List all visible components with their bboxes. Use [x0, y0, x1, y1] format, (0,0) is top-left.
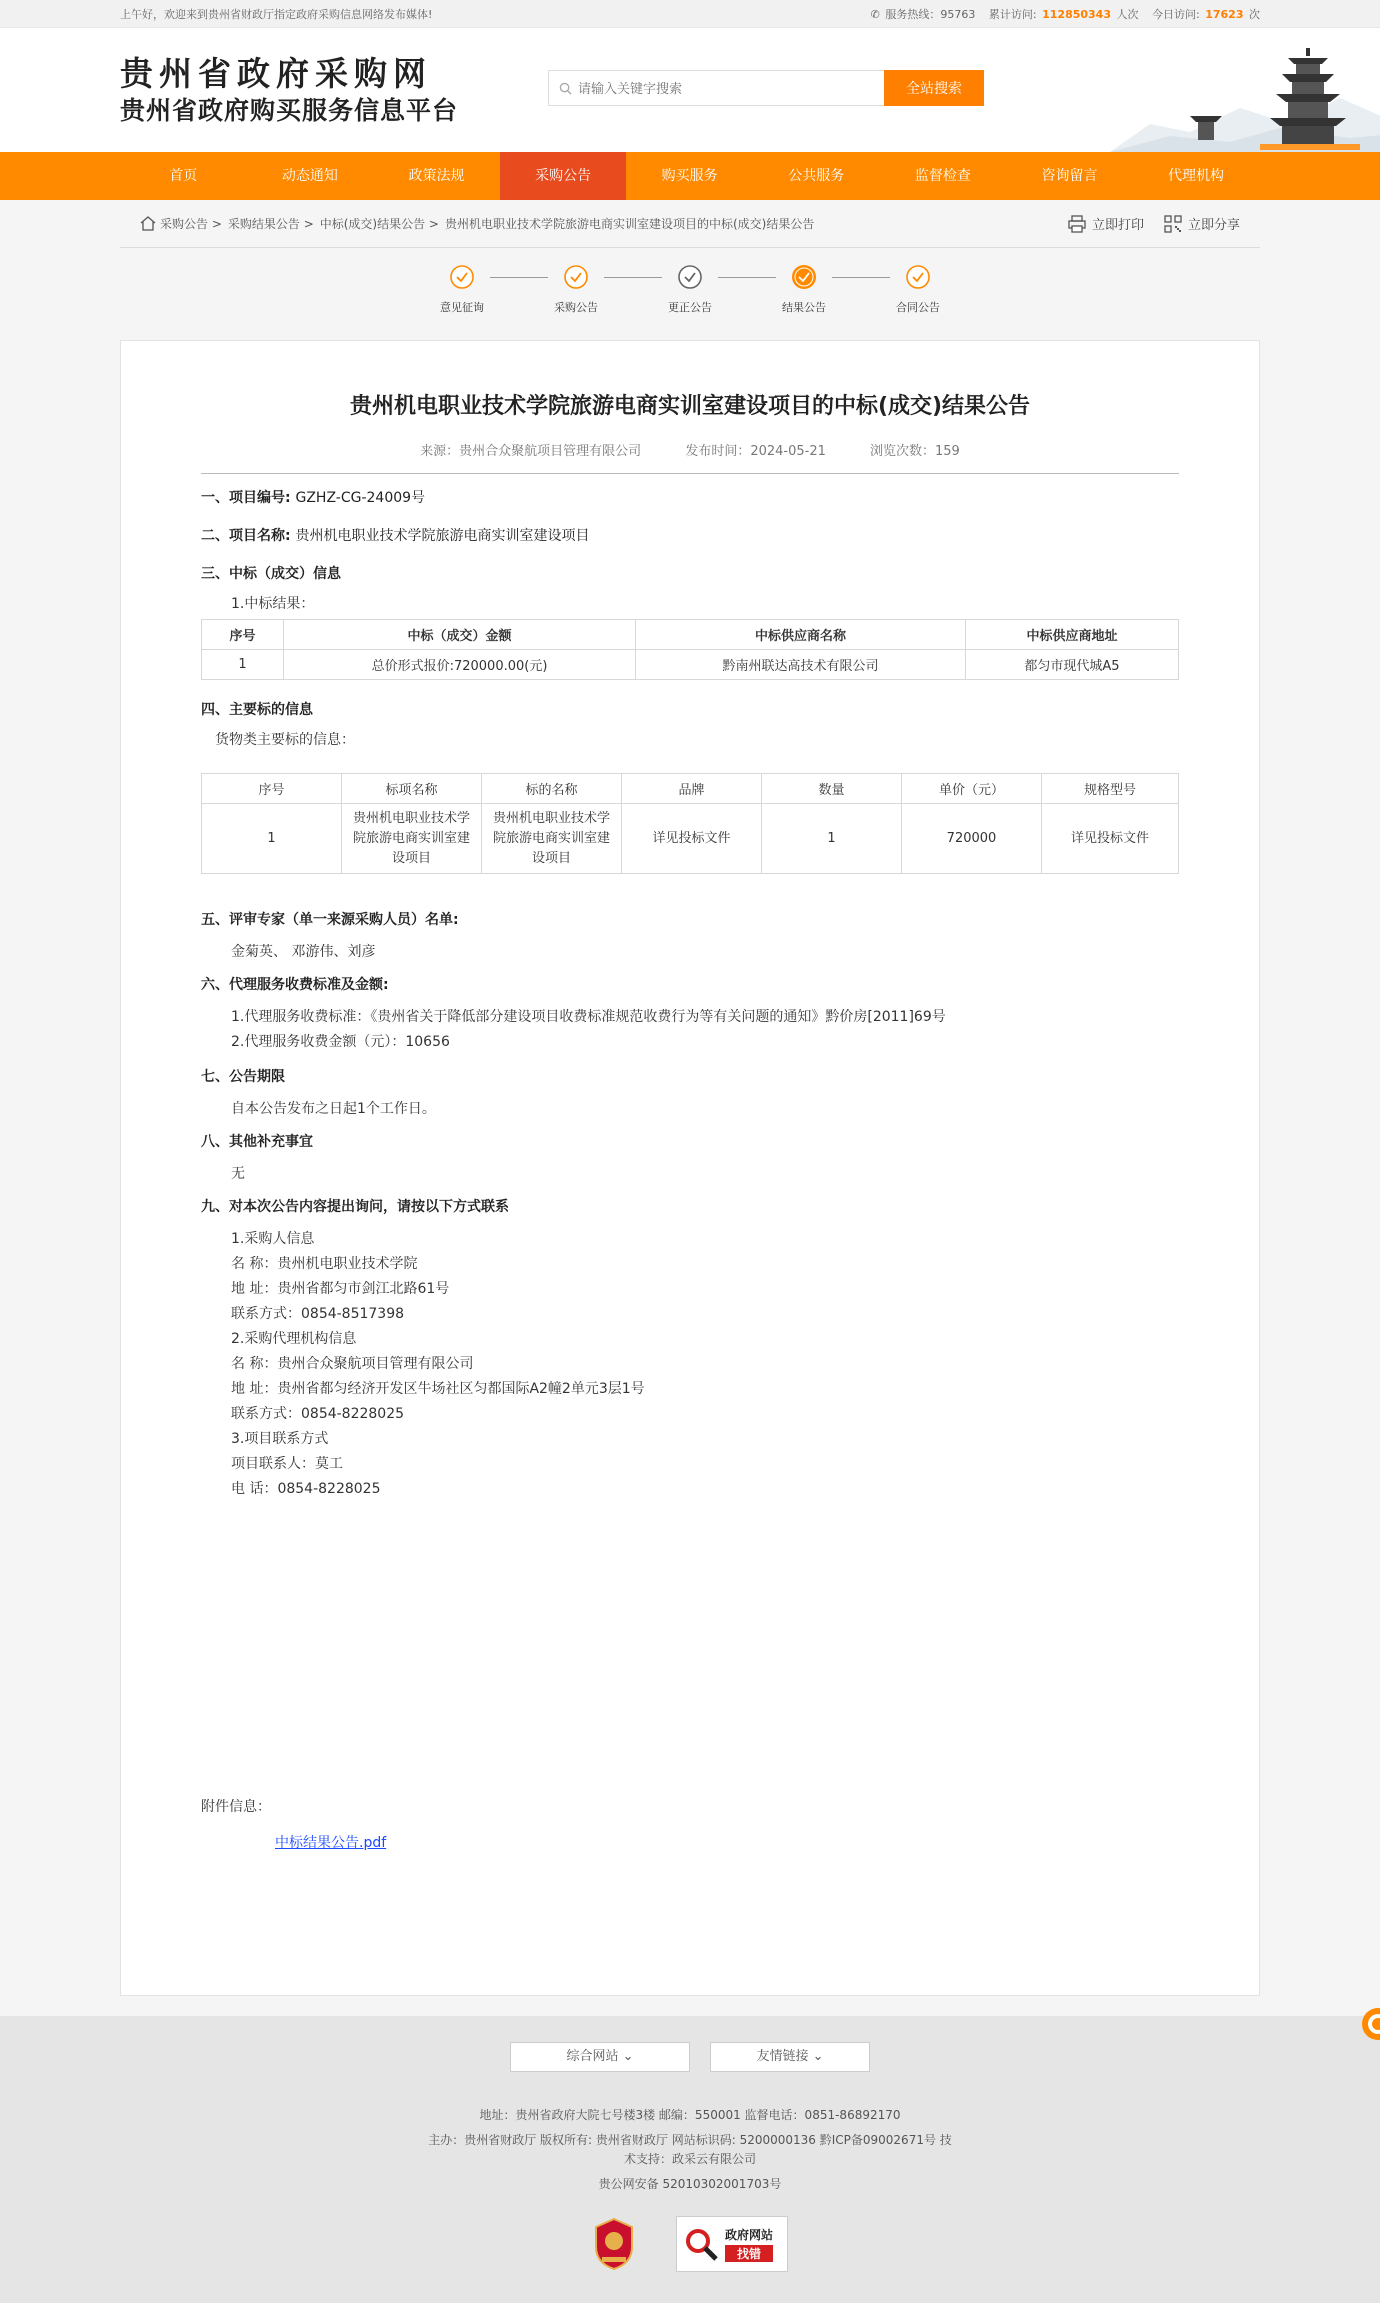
- check-circle-icon: [677, 264, 703, 290]
- section-main-items: 四、主要标的信息: [201, 702, 313, 718]
- section-agency-fee: 六、代理服务收费标准及金额:: [201, 977, 389, 993]
- nav-consult[interactable]: 咨询留言: [1041, 168, 1098, 184]
- table-cell: 详见投标文件: [1042, 804, 1179, 874]
- table-cell: 贵州机电职业技术学院旅游电商实训室建设项目: [482, 804, 622, 874]
- contact-line: 1.采购人信息: [231, 1231, 315, 1247]
- site-logo[interactable]: [120, 54, 458, 128]
- top-bar: [0, 0, 1380, 28]
- search-icon: [559, 82, 572, 95]
- breadcrumb-item[interactable]: 采购结果公告 >: [227, 217, 314, 231]
- article-date: 发布时间：2024-05-21: [685, 444, 826, 459]
- nav-public-service[interactable]: 公共服务: [788, 168, 845, 184]
- table-header: 标的名称: [482, 774, 622, 804]
- printer-icon: [1068, 215, 1086, 233]
- project-name: 贵州机电职业技术学院旅游电商实训室建设项目: [295, 528, 590, 544]
- fee-amount: 2.代理服务收费金额（元）：10656: [231, 1034, 450, 1050]
- table-cell: 720000: [902, 804, 1042, 874]
- attachment-link[interactable]: 中标结果公告.pdf: [275, 1835, 387, 1851]
- footer-police-record: 贵公网安备 52010302001703号: [598, 2177, 782, 2191]
- nav-policy[interactable]: 政策法规: [408, 168, 465, 184]
- gov-website-error-report[interactable]: [676, 2216, 788, 2272]
- site-header: [0, 28, 1380, 152]
- table-cell: 总价形式报价:720000.00(元): [284, 650, 636, 680]
- award-table: [201, 619, 1179, 680]
- comprehensive-sites-dropdown[interactable]: 综合网站 ⌄: [510, 2042, 690, 2072]
- table-header: 数量: [762, 774, 902, 804]
- badge-subtitle: 找错: [725, 2245, 773, 2262]
- nav-agency[interactable]: 代理机构: [1168, 168, 1225, 184]
- section-period: 七、公告期限: [201, 1069, 285, 1085]
- step-result[interactable]: [776, 264, 832, 315]
- welcome-text: 上午好，欢迎来到贵州省财政厅指定政府采购信息网络发布媒体!: [120, 8, 433, 21]
- section-project-number: [201, 488, 1179, 508]
- today-visits-unit: 次: [1249, 8, 1260, 21]
- step-label: 采购公告: [554, 301, 598, 314]
- step-label: 合同公告: [896, 301, 940, 314]
- main-nav: [0, 152, 1380, 200]
- table-cell: 都匀市现代城A5: [966, 650, 1179, 680]
- table-cell: 1: [202, 804, 342, 874]
- print-label: 立即打印: [1091, 218, 1144, 233]
- section-other: 八、其他补充事宜: [201, 1134, 313, 1150]
- check-circle-filled-icon: [791, 264, 817, 290]
- attachments: [201, 1796, 386, 1852]
- goods-label: 货物类主要标的信息：: [215, 732, 355, 748]
- qrcode-icon: [1164, 215, 1182, 233]
- table-header: 单价（元）: [902, 774, 1042, 804]
- section-label: 一、项目编号:: [201, 490, 291, 506]
- site-footer: [0, 2016, 1380, 2303]
- share-label: 立即分享: [1187, 218, 1240, 233]
- total-visits-unit: 人次: [1116, 8, 1139, 21]
- step-correction[interactable]: [662, 264, 718, 315]
- footer-info: [0, 2106, 1380, 2194]
- breadcrumb-current: 贵州机电职业技术学院旅游电商实训室建设项目的中标(成交)结果公告: [444, 217, 815, 231]
- table-cell: 黔南州联达高技术有限公司: [636, 650, 966, 680]
- table-cell: 详见投标文件: [622, 804, 762, 874]
- announcement-steps: [120, 248, 1260, 340]
- table-header: 中标供应商地址: [966, 620, 1179, 650]
- article-source: 来源：贵州合众聚航项目管理有限公司: [420, 444, 642, 459]
- article-title: 贵州机电职业技术学院旅游电商实训室建设项目的中标(成交)结果公告: [349, 394, 1031, 419]
- floating-helper-icon[interactable]: [1358, 2004, 1380, 2044]
- step-divider: [832, 277, 890, 278]
- print-button[interactable]: [1068, 214, 1144, 233]
- table-row: [202, 650, 1179, 680]
- check-circle-icon: [563, 264, 589, 290]
- table-header: 中标（成交）金额: [284, 620, 636, 650]
- table-header: 中标供应商名称: [636, 620, 966, 650]
- total-visits-count: 112850343: [1042, 8, 1111, 21]
- search-input[interactable]: [578, 81, 868, 96]
- step-label: 结果公告: [782, 301, 826, 314]
- contact-line: 联系方式：0854-8228025: [231, 1406, 405, 1422]
- contact-line: 2.采购代理机构信息: [231, 1331, 357, 1347]
- table-row: [202, 804, 1179, 874]
- contact-line: 联系方式：0854-8517398: [231, 1306, 405, 1322]
- step-consultation[interactable]: [434, 264, 490, 315]
- party-government-emblem-icon[interactable]: [592, 2217, 636, 2271]
- article: [120, 340, 1260, 1996]
- expert-names: 金菊英、 邓游伟、刘彦: [231, 944, 376, 960]
- nav-home[interactable]: 首页: [169, 168, 198, 184]
- project-number: GZHZ-CG-24009号: [295, 490, 426, 506]
- fee-standard: 1.代理服务收费标准：《贵州省关于降低部分建设项目收费标准规范收费行为等有关问题的通知》黔价房[2011]69号: [231, 1009, 946, 1025]
- step-procurement[interactable]: [548, 264, 604, 315]
- breadcrumb: [120, 200, 1260, 248]
- table-header-row: [202, 620, 1179, 650]
- hotline-number: 95763: [940, 8, 976, 21]
- award-result-label: 1.中标结果：: [231, 596, 315, 612]
- nav-supervision[interactable]: 监督检查: [914, 168, 971, 184]
- table-header-row: [202, 774, 1179, 804]
- footer-address: 地址：贵州省政府大院七号楼3楼 邮编：550001 监督电话：0851-86892170: [479, 2108, 901, 2122]
- pagoda-illustration: [1110, 28, 1380, 152]
- search-box: [548, 70, 884, 106]
- contact-line: 电 话：0854-8228025: [231, 1481, 381, 1497]
- contact-line: 地 址：贵州省都匀经济开发区牛场社区匀都国际A2幢2单元3层1号: [231, 1381, 645, 1397]
- contact-line: 地 址：贵州省都匀市剑江北路61号: [231, 1281, 450, 1297]
- footer-links: [0, 2042, 1380, 2072]
- contact-line: 项目联系人：莫工: [231, 1456, 343, 1472]
- contact-line: 名 称：贵州机电职业技术学院: [231, 1256, 418, 1272]
- contact-line: 3.项目联系方式: [231, 1431, 329, 1447]
- footer-tech: 术支持：政采云有限公司: [623, 2152, 756, 2166]
- logo-title: 贵州省政府采购网: [120, 54, 432, 93]
- today-visits-label: 今日访问:: [1152, 8, 1200, 21]
- section-experts: 五、评审专家（单一来源采购人员）名单:: [201, 912, 459, 928]
- nav-purchase-service[interactable]: 购买服务: [661, 168, 718, 184]
- section-award-info: 三、中标（成交）信息: [201, 566, 341, 582]
- table-header: 规格型号: [1042, 774, 1179, 804]
- attachment-label: 附件信息：: [201, 1799, 271, 1815]
- home-icon[interactable]: [140, 216, 156, 231]
- friendly-links-dropdown[interactable]: 友情链接 ⌄: [710, 2042, 870, 2072]
- table-cell: 1: [202, 650, 284, 680]
- section-label: 二、项目名称:: [201, 528, 291, 544]
- article-views: 浏览次数：159: [870, 444, 960, 459]
- search-button[interactable]: 全站搜索: [884, 70, 984, 106]
- items-table: [201, 773, 1179, 874]
- contact-line: 名 称：贵州合众聚航项目管理有限公司: [231, 1356, 474, 1372]
- footer-copyright: 主办：贵州省财政厅 版权所有: 贵州省财政厅 网站标识码: 5200000136 黔ICP备09002671号 技: [428, 2133, 952, 2147]
- hotline-label: 服务热线：: [885, 8, 941, 21]
- badge-title: 政府网站: [725, 2228, 774, 2242]
- table-header: 标项名称: [342, 774, 482, 804]
- footer-badges: [0, 2216, 1380, 2272]
- section-contact: 九、对本次公告内容提出询问，请按以下方式联系: [201, 1199, 509, 1215]
- step-divider: [490, 277, 548, 278]
- breadcrumb-item[interactable]: 采购公告 >: [160, 217, 222, 231]
- divider: [201, 473, 1179, 474]
- total-visits-label: 累计访问:: [988, 8, 1037, 21]
- share-button[interactable]: [1164, 214, 1240, 233]
- table-header: 品牌: [622, 774, 762, 804]
- step-contract[interactable]: [890, 264, 946, 315]
- section-project-name: [201, 526, 1179, 546]
- today-visits-count: 17623: [1205, 8, 1244, 21]
- nav-procurement[interactable]: 采购公告: [500, 152, 627, 200]
- nav-news[interactable]: 动态通知: [281, 168, 338, 184]
- step-label: 意见征询: [440, 301, 484, 314]
- logo-subtitle: 贵州省政府购买服务信息平台: [120, 96, 459, 125]
- table-header: 序号: [202, 774, 342, 804]
- check-circle-icon: [449, 264, 475, 290]
- period-text: 自本公告发布之日起1个工作日。: [231, 1101, 436, 1117]
- table-cell: 1: [762, 804, 902, 874]
- visit-stats: [861, 6, 1260, 22]
- check-circle-icon: [905, 264, 931, 290]
- article-meta: [201, 440, 1179, 459]
- table-cell: 贵州机电职业技术学院旅游电商实训室建设项目: [342, 804, 482, 874]
- magnifier-icon: [683, 2226, 719, 2262]
- breadcrumb-item[interactable]: 中标(成交)结果公告 >: [319, 217, 439, 231]
- step-divider: [604, 277, 662, 278]
- phone-icon: ✆: [870, 8, 880, 21]
- step-label: 更正公告: [668, 301, 712, 314]
- site-search: [548, 70, 984, 106]
- table-header: 序号: [202, 620, 284, 650]
- contact-list: [201, 1227, 1179, 1502]
- step-divider: [718, 277, 776, 278]
- other-text: 无: [231, 1166, 245, 1182]
